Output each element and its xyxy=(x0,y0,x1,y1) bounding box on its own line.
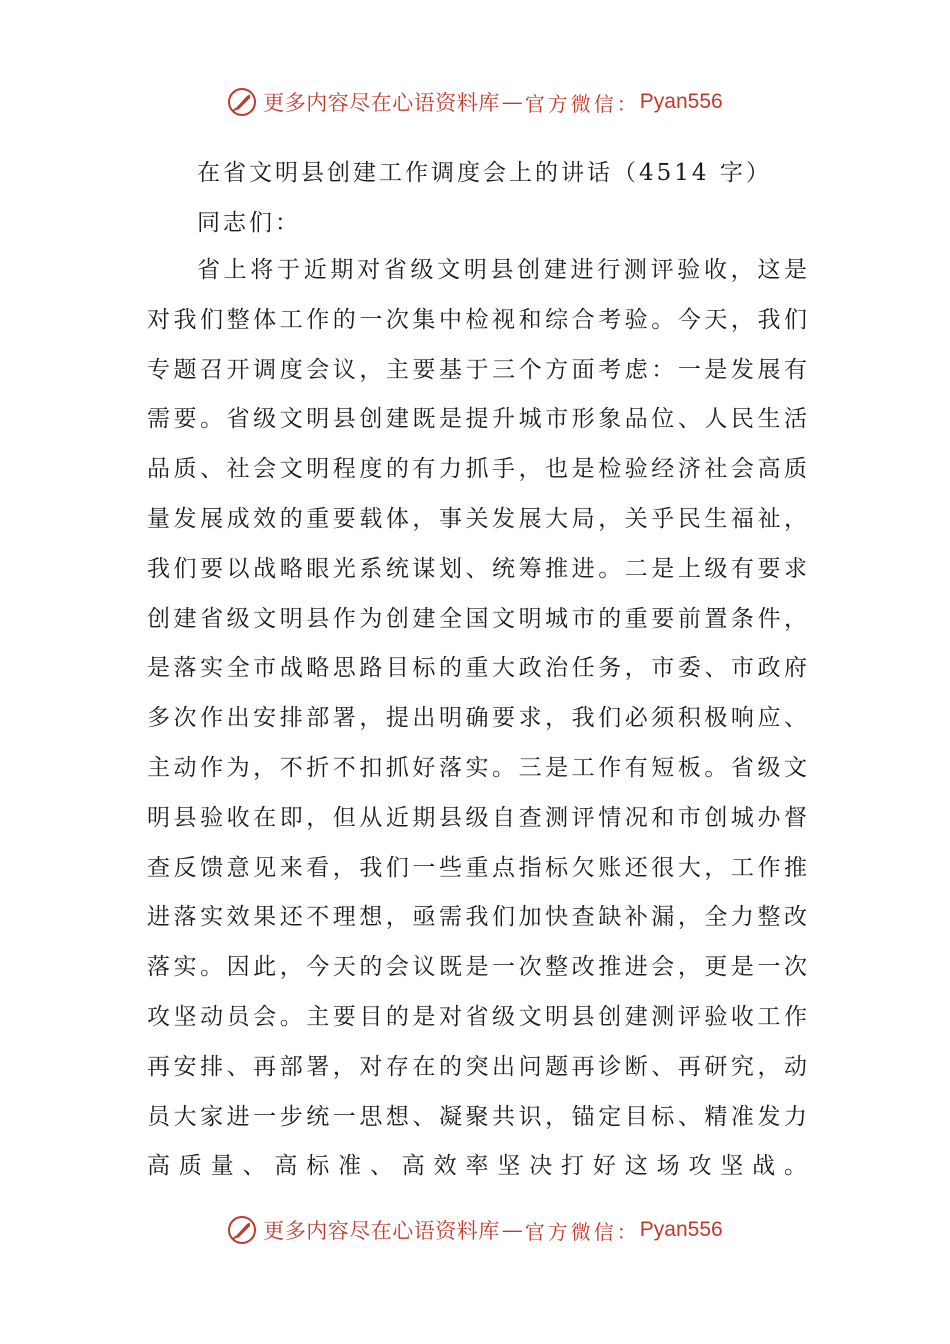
quill-pen-icon xyxy=(227,87,257,117)
watermark-main-text: 更多内容尽在心语资料库 xyxy=(263,91,500,115)
body-paragraph xyxy=(147,252,807,1198)
paragraph-line: 查反馈意见来看，我们一些重点指标欠账还很大，工作推 xyxy=(147,854,807,881)
paragraph-line: 品质、社会文明程度的有力抓手，也是检验经济社会高质 xyxy=(147,456,807,483)
document-title: 在省文明县创建工作调度会上的讲话（4514 字） xyxy=(197,160,772,186)
watermark-wechat-id: Pyan556 xyxy=(639,1218,723,1241)
watermark-official-label: 官方微信： xyxy=(524,1219,640,1244)
watermark-banner-bottom xyxy=(0,1210,950,1250)
paragraph-line: 员大家进一步统一思想、凝聚共识，锚定目标、精准发力 xyxy=(147,1103,807,1130)
paragraph-line: 主动作为，不折不扣抓好落实。三是工作有短板。省级文 xyxy=(147,754,807,781)
paragraph-line: 省上将于近期对省级文明县创建进行测评验收，这是 xyxy=(197,257,807,283)
watermark-dash: — xyxy=(501,1218,523,1242)
paragraph-line: 需要。省级文明县创建既是提升城市形象品位、人民生活 xyxy=(147,406,807,433)
paragraph-line: 攻坚动员会。主要目的是对省级文明县创建测评验收工作 xyxy=(147,1003,807,1030)
salutation: 同志们： xyxy=(197,210,301,236)
paragraph-line: 量发展成效的重要载体，事关发展大局，关乎民生福祉， xyxy=(147,505,807,532)
paragraph-line: 多次作出安排部署，提出明确要求，我们必须积极响应、 xyxy=(147,705,807,732)
paragraph-line: 专题召开调度会议，主要基于三个方面考虑：一是发展有 xyxy=(147,356,807,383)
paragraph-line: 明县验收在即，但从近期县级自查测评情况和市创城办督 xyxy=(147,804,807,831)
watermark-dash: — xyxy=(501,90,523,114)
watermark-banner-top xyxy=(0,82,950,122)
paragraph-line: 是落实全市战略思路目标的重大政治任务，市委、市政府 xyxy=(147,655,807,682)
paragraph-line: 对我们整体工作的一次集中检视和综合考验。今天，我们 xyxy=(147,306,807,333)
paragraph-line: 落实。因此，今天的会议既是一次整改推进会，更是一次 xyxy=(147,954,807,981)
watermark-wechat-id: Pyan556 xyxy=(639,90,723,113)
quill-pen-icon xyxy=(227,1215,257,1245)
paragraph-line: 高质量、高标准、高效率坚决打好这场攻坚战。 xyxy=(147,1153,807,1180)
paragraph-line: 我们要以战略眼光系统谋划、统筹推进。二是上级有要求 xyxy=(147,555,807,582)
paragraph-line: 创建省级文明县作为创建全国文明城市的重要前置条件， xyxy=(147,605,807,632)
watermark-official-label: 官方微信： xyxy=(524,91,640,116)
watermark-main-text: 更多内容尽在心语资料库 xyxy=(263,1219,500,1243)
paragraph-line: 进落实效果还不理想，亟需我们加快查缺补漏，全力整改 xyxy=(147,904,807,931)
paragraph-line: 再安排、再部署，对存在的突出问题再诊断、再研究，动 xyxy=(147,1053,807,1080)
